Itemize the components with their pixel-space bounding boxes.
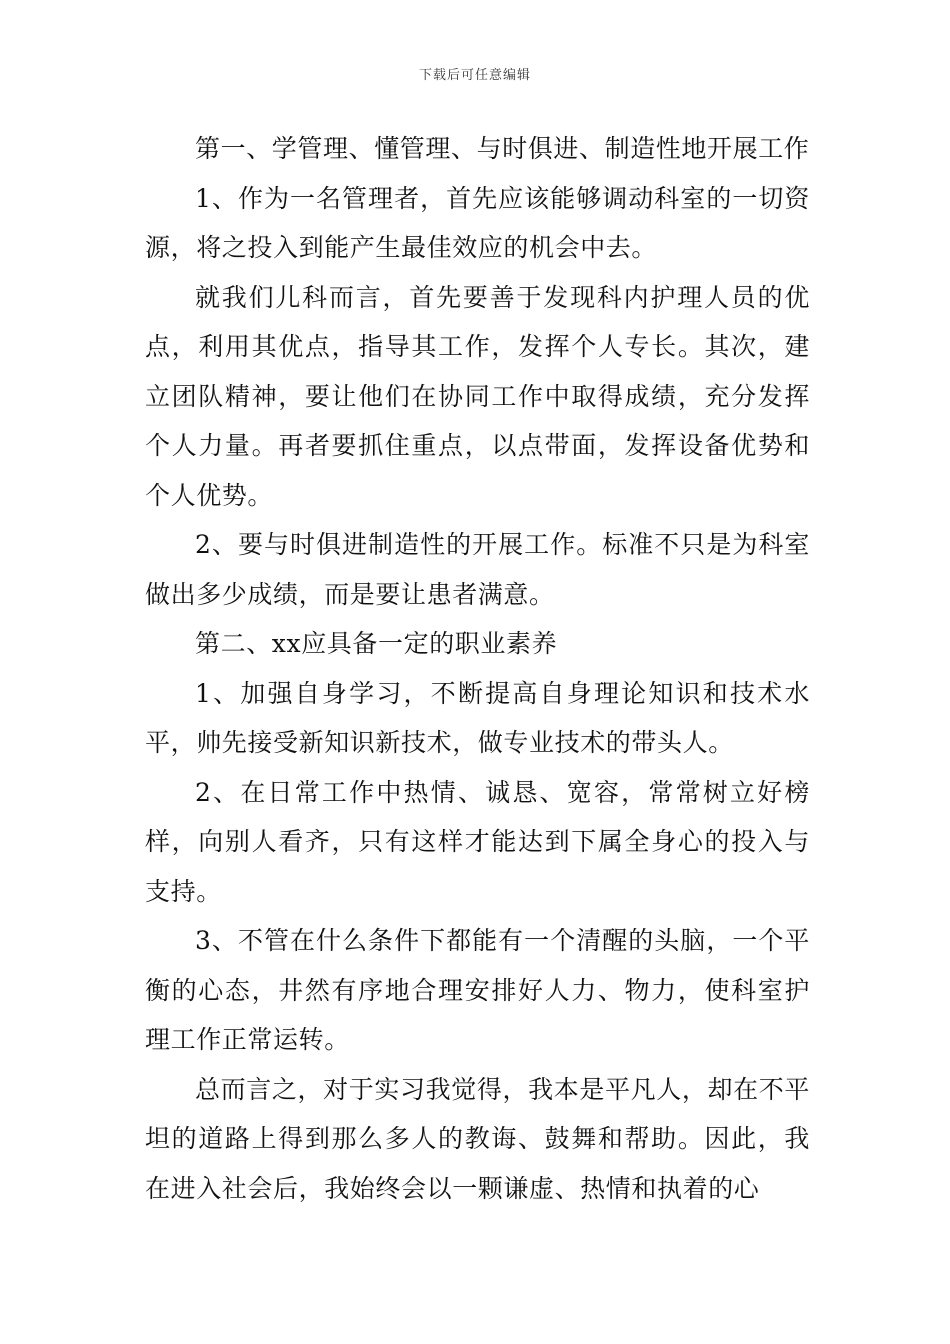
paragraph-7: 总而言之，对于实习我觉得，我本是平凡人，却在不平坦的道路上得到那么多人的教诲、鼓舞和帮助。因此，我在进入社会后，我始终会以一颗谦虚、热情和执着的心 — [145, 1074, 810, 1203]
section-heading-1: 第一、学管理、懂管理、与时俱进、制造性地开展工作 — [195, 134, 810, 163]
paragraph-4: 1、加强自身学习，不断提高自身理论知识和技术水平，帅先接受新知识新技术，做专业技术的带头人。 — [145, 678, 810, 757]
section-heading-2: 第二、xx应具备一定的职业素养 — [195, 629, 558, 658]
paragraph-3: 2、要与时俱进制造性的开展工作。标准不只是为科室做出多少成绩，而是要让患者满意。 — [145, 530, 810, 609]
paragraph-6: 3、不管在什么条件下都能有一个清醒的头脑，一个平衡的心态，井然有序地合理安排好人力、物力，使科室护理工作正常运转。 — [145, 926, 810, 1054]
paragraph-1: 1、作为一名管理者，首先应该能够调动科室的一切资源，将之投入到能产生最佳效应的机会中去。 — [145, 183, 810, 262]
page-header: 下载后可任意编辑 — [418, 68, 531, 83]
paragraph-5: 2、在日常工作中热情、诚恳、宽容，常常树立好榜样，向别人看齐，只有这样才能达到下属全身心的投入与支持。 — [145, 777, 810, 906]
document-body — [145, 124, 810, 1213]
paragraph-2: 就我们儿科而言，首先要善于发现科内护理人员的优点，利用其优点，指导其工作，发挥个人专长。其次，建立团队精神，要让他们在协同工作中取得成绩，充分发挥个人力量。再者要抓住重点，以点带面，发挥设备优势和个人优势。 — [145, 282, 810, 510]
